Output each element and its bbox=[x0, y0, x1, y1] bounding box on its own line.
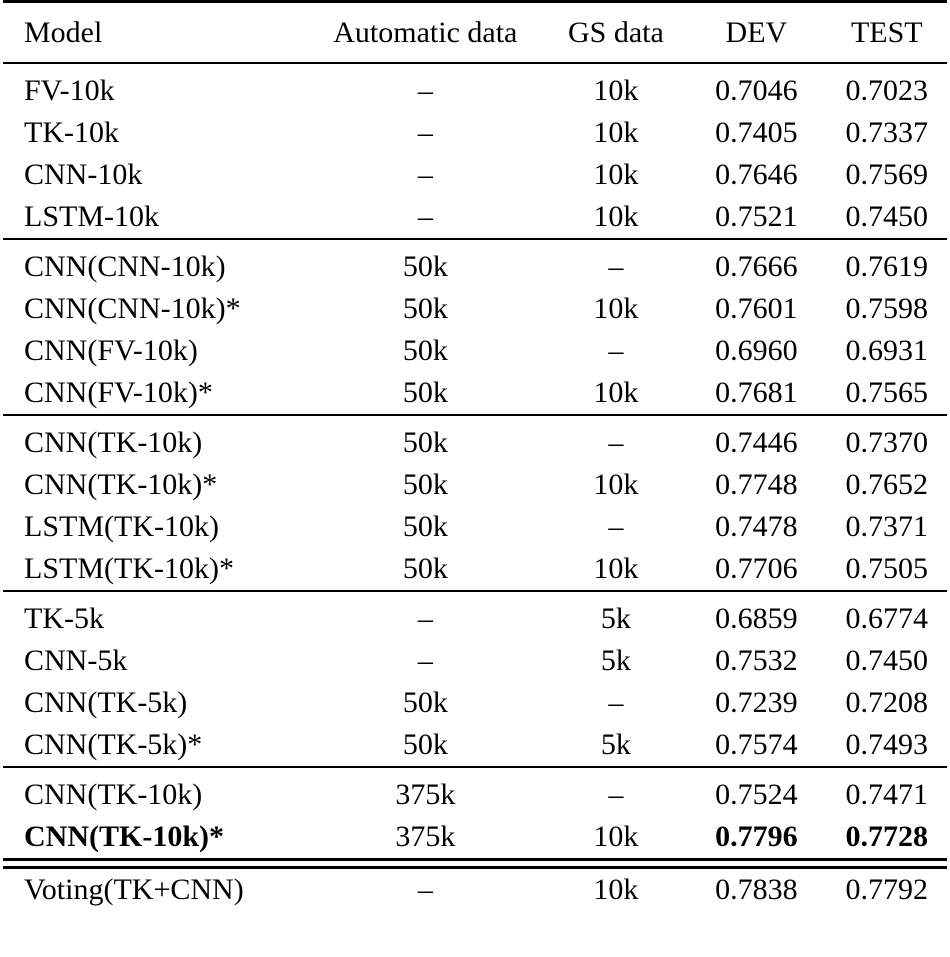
cell-dev: 0.7574 bbox=[715, 728, 798, 761]
header-test: TEST bbox=[827, 2, 947, 64]
cell-gs: – bbox=[608, 426, 624, 459]
cell-test: 0.7450 bbox=[845, 200, 929, 233]
table-row bbox=[3, 422, 947, 464]
header-row bbox=[3, 2, 947, 64]
cell-dev: 0.7478 bbox=[715, 510, 798, 543]
cell-test: 0.7371 bbox=[845, 510, 929, 543]
group-3 bbox=[3, 415, 947, 591]
cell-gs: 5k bbox=[600, 602, 631, 635]
table-row bbox=[3, 868, 947, 912]
cell-test: 0.7792 bbox=[845, 873, 929, 906]
table-row bbox=[3, 724, 947, 767]
table-row bbox=[3, 372, 947, 415]
cell-model: CNN(CNN-10k)* bbox=[24, 292, 241, 325]
table-row bbox=[3, 774, 947, 816]
table-row bbox=[3, 70, 947, 112]
table-row bbox=[3, 246, 947, 288]
group-5 bbox=[3, 767, 947, 860]
cell-model: CNN(TK-10k)* bbox=[24, 468, 218, 501]
cell-dev: 0.7706 bbox=[715, 552, 798, 585]
cell-gs: 10k bbox=[593, 552, 639, 585]
cell-auto: 50k bbox=[402, 552, 448, 585]
cell-dev: 0.7405 bbox=[715, 116, 798, 149]
header-gs-data: GS data bbox=[546, 2, 686, 64]
cell-model: CNN(TK-10k) bbox=[24, 778, 203, 811]
cell-dev: 0.7748 bbox=[715, 468, 798, 501]
cell-auto: 50k bbox=[402, 292, 448, 325]
cell-dev: 0.7681 bbox=[715, 376, 798, 409]
cell-gs: 10k bbox=[593, 158, 639, 191]
table-row bbox=[3, 330, 947, 372]
table-row bbox=[3, 112, 947, 154]
cell-test: 0.7471 bbox=[845, 778, 929, 811]
table-row bbox=[3, 548, 947, 591]
cell-auto: – bbox=[417, 873, 433, 906]
cell-test: 0.7370 bbox=[845, 426, 929, 459]
header-model: Model bbox=[3, 2, 305, 64]
cell-dev: 0.7046 bbox=[715, 74, 798, 107]
cell-dev: 0.6960 bbox=[715, 334, 798, 367]
cell-auto: 50k bbox=[402, 510, 448, 543]
table-row bbox=[3, 154, 947, 196]
cell-auto: 50k bbox=[402, 728, 448, 761]
table-row-best bbox=[3, 816, 947, 860]
group-4 bbox=[3, 591, 947, 767]
cell-test: 0.7493 bbox=[845, 728, 929, 761]
cell-auto: – bbox=[417, 74, 433, 107]
cell-gs: 10k bbox=[593, 820, 639, 853]
cell-dev: 0.7446 bbox=[715, 426, 798, 459]
double-rule bbox=[3, 860, 947, 868]
cell-dev: 0.7532 bbox=[715, 644, 798, 677]
table-row bbox=[3, 506, 947, 548]
cell-gs: 10k bbox=[593, 200, 639, 233]
cell-model: CNN(FV-10k) bbox=[24, 334, 198, 367]
cell-dev: 0.7666 bbox=[715, 250, 798, 283]
cell-auto: 50k bbox=[402, 334, 448, 367]
header-automatic-data: Automatic data bbox=[305, 2, 546, 64]
cell-gs: – bbox=[608, 334, 624, 367]
table-row bbox=[3, 598, 947, 640]
cell-test: 0.7565 bbox=[845, 376, 929, 409]
cell-dev: 0.7239 bbox=[715, 686, 798, 719]
table-row bbox=[3, 464, 947, 506]
cell-auto: – bbox=[417, 116, 433, 149]
cell-test: 0.6931 bbox=[845, 334, 929, 367]
cell-gs: 10k bbox=[593, 873, 639, 906]
cell-test: 0.7652 bbox=[845, 468, 929, 501]
cell-dev: 0.7601 bbox=[715, 292, 798, 325]
cell-test: 0.7450 bbox=[845, 644, 929, 677]
cell-model: CNN(FV-10k)* bbox=[24, 376, 213, 409]
cell-auto: – bbox=[417, 602, 433, 635]
cell-test: 0.7337 bbox=[845, 116, 929, 149]
cell-test: 0.7023 bbox=[845, 74, 929, 107]
cell-auto: 50k bbox=[402, 686, 448, 719]
cell-test: 0.7208 bbox=[845, 686, 929, 719]
cell-model: CNN(CNN-10k) bbox=[24, 250, 226, 283]
cell-dev: 0.6859 bbox=[715, 602, 798, 635]
cell-dev: 0.7521 bbox=[715, 200, 798, 233]
cell-gs: – bbox=[608, 686, 624, 719]
cell-model: CNN(TK-10k)* bbox=[24, 820, 224, 853]
cell-gs: 10k bbox=[593, 292, 639, 325]
results-table bbox=[3, 0, 947, 911]
cell-test: 0.7569 bbox=[845, 158, 929, 191]
cell-test: 0.7619 bbox=[845, 250, 929, 283]
cell-test: 0.7505 bbox=[845, 552, 929, 585]
cell-gs: 5k bbox=[600, 728, 631, 761]
cell-dev: 0.7646 bbox=[715, 158, 798, 191]
cell-test: 0.7728 bbox=[845, 820, 929, 853]
cell-model: CNN(TK-10k) bbox=[24, 426, 203, 459]
table-row bbox=[3, 640, 947, 682]
cell-model: CNN-10k bbox=[24, 158, 143, 191]
cell-model: FV-10k bbox=[24, 74, 115, 107]
header-dev: DEV bbox=[686, 2, 826, 64]
cell-model: TK-5k bbox=[24, 602, 104, 635]
cell-dev: 0.7796 bbox=[715, 820, 798, 853]
cell-model: LSTM(TK-10k) bbox=[24, 510, 219, 543]
cell-test: 0.7598 bbox=[845, 292, 929, 325]
cell-model: LSTM-10k bbox=[24, 200, 159, 233]
cell-auto: – bbox=[417, 200, 433, 233]
table-row bbox=[3, 682, 947, 724]
table-row bbox=[3, 196, 947, 239]
cell-auto: 50k bbox=[402, 250, 448, 283]
cell-gs: 10k bbox=[593, 74, 639, 107]
cell-model: CNN(TK-5k) bbox=[24, 686, 188, 719]
group-1 bbox=[3, 63, 947, 239]
table-row bbox=[3, 288, 947, 330]
cell-model: CNN-5k bbox=[24, 644, 128, 677]
cell-model: Voting(TK+CNN) bbox=[24, 873, 244, 906]
cell-gs: – bbox=[608, 250, 624, 283]
cell-model: TK-10k bbox=[24, 116, 119, 149]
cell-dev: 0.7838 bbox=[715, 873, 798, 906]
cell-model: CNN(TK-5k)* bbox=[24, 728, 203, 761]
cell-gs: 10k bbox=[593, 376, 639, 409]
cell-auto: 375k bbox=[395, 820, 456, 853]
cell-auto: – bbox=[417, 158, 433, 191]
group-2 bbox=[3, 239, 947, 415]
cell-auto: – bbox=[417, 644, 433, 677]
cell-test: 0.6774 bbox=[845, 602, 929, 635]
cell-gs: 10k bbox=[593, 468, 639, 501]
cell-dev: 0.7524 bbox=[715, 778, 798, 811]
cell-gs: 10k bbox=[593, 116, 639, 149]
cell-auto: 50k bbox=[402, 376, 448, 409]
cell-auto: 375k bbox=[395, 778, 456, 811]
cell-gs: 5k bbox=[600, 644, 631, 677]
cell-auto: 50k bbox=[402, 468, 448, 501]
cell-model: LSTM(TK-10k)* bbox=[24, 552, 234, 585]
group-6 bbox=[3, 860, 947, 912]
cell-gs: – bbox=[608, 778, 624, 811]
cell-gs: – bbox=[608, 510, 624, 543]
cell-auto: 50k bbox=[402, 426, 448, 459]
